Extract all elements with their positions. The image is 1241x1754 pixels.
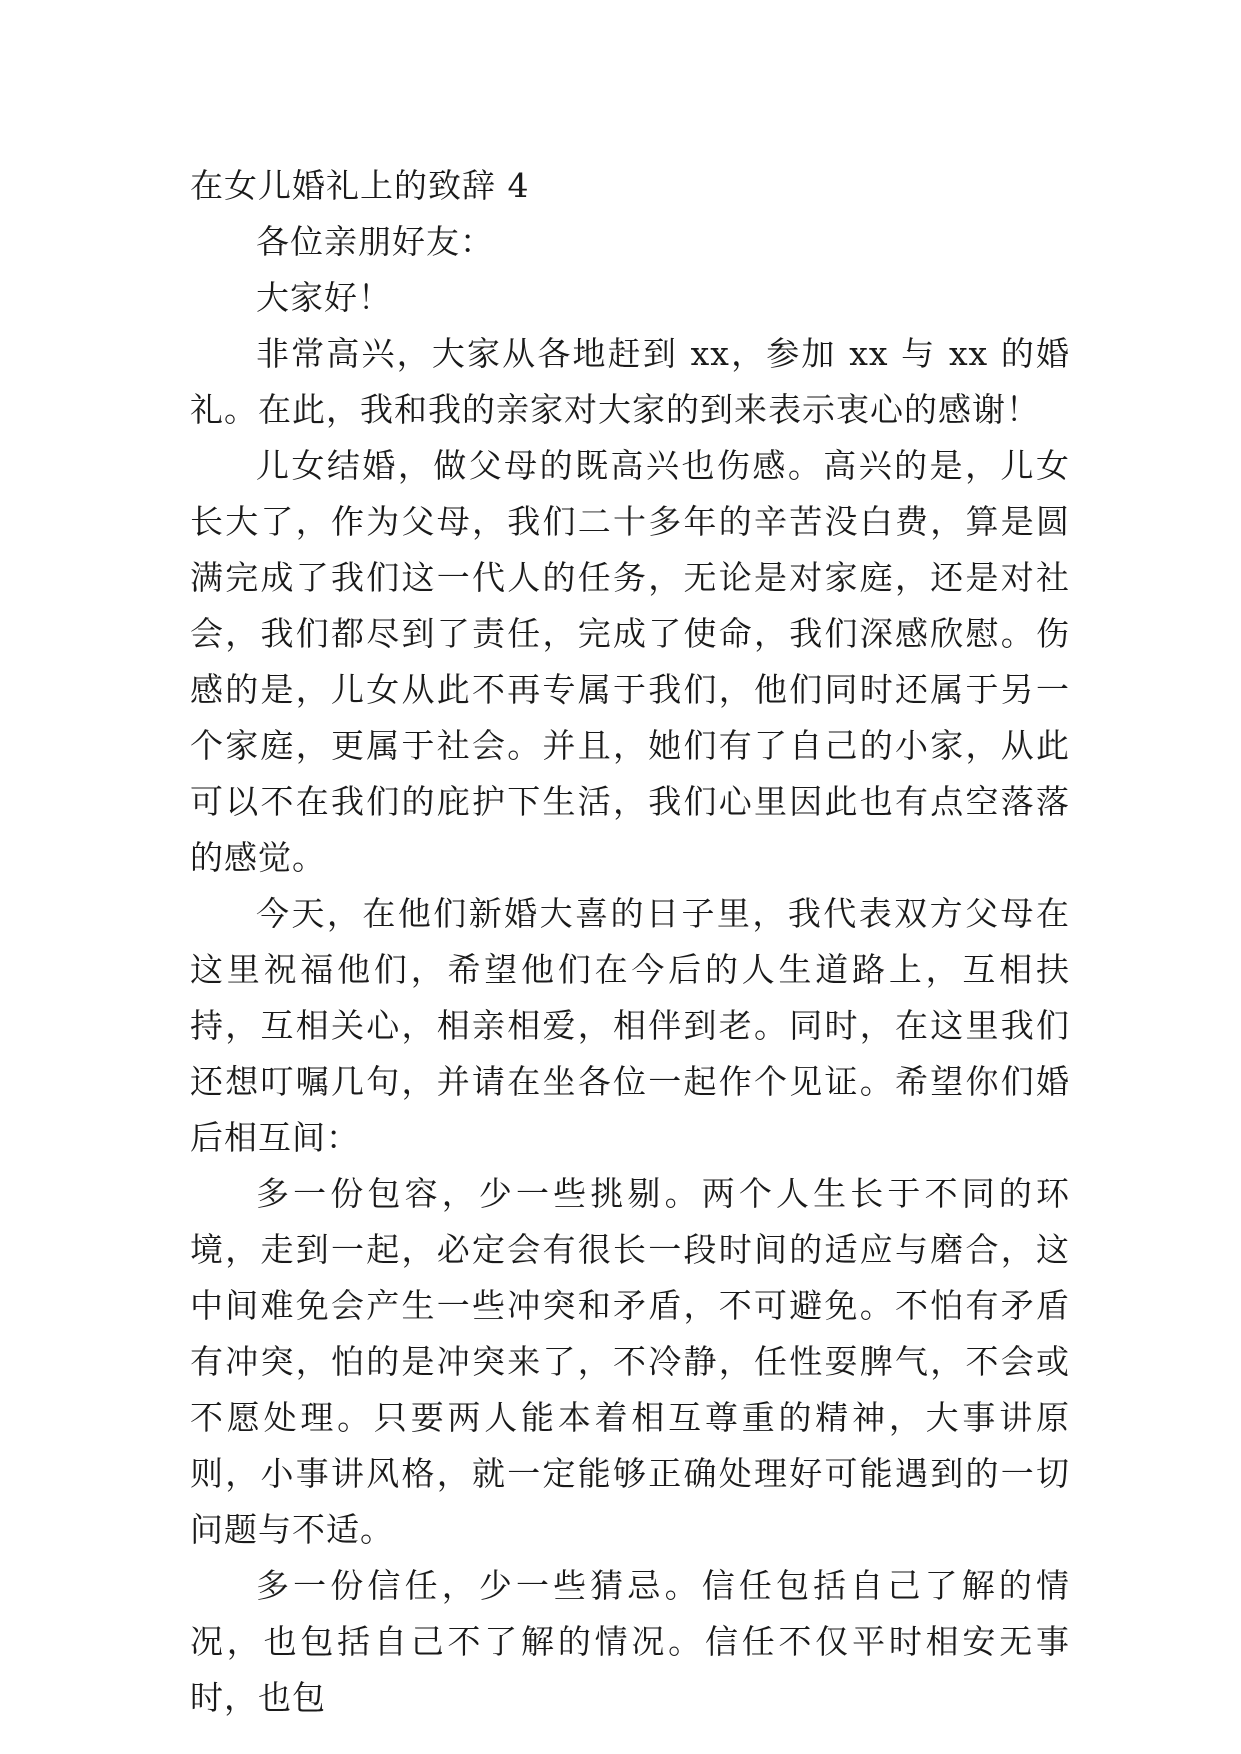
paragraph-trust: 多一份信任，少一些猜忌。信任包括自己了解的情况，也包括自己不了解的情况。信任不仅平时相安无事时，也包 (190, 1566, 1070, 1717)
paragraph-welcome: 非常高兴，大家从各地赶到 xx，参加 xx 与 xx 的婚礼。在此，我和我的亲家对大家的到来表示衷心的感谢！ (190, 334, 1070, 429)
paragraph-hello: 大家好！ (256, 278, 392, 317)
paragraph-tolerance: 多一份包容，少一些挑剔。两个人生长于不同的环境，走到一起，必定会有很长一段时间的适应与磨合，这中间难免会产生一些冲突和矛盾，不可避免。不怕有矛盾有冲突，怕的是冲突来了，不冷静，任性耍脾气，不会或不愿处理。只要两人能本着相互尊重的精神，大事讲原则，小事讲风格，就一定能够正确处理好可能遇到的一切问题与不适。 (190, 1174, 1070, 1549)
document-body (190, 158, 1070, 1726)
paragraph-blessing: 今天，在他们新婚大喜的日子里，我代表双方父母在这里祝福他们，希望他们在今后的人生道路上，互相扶持，互相关心，相亲相爱，相伴到老。同时，在这里我们还想叮嘱几句，并请在坐各位一起作个见证。希望你们婚后相互间： (190, 894, 1070, 1157)
document-title: 在女儿婚礼上的致辞 4 (190, 166, 530, 205)
paragraph-feelings: 儿女结婚，做父母的既高兴也伤感。高兴的是，儿女长大了，作为父母，我们二十多年的辛苦没白费，算是圆满完成了我们这一代人的任务，无论是对家庭，还是对社会，我们都尽到了责任，完成了使命，我们深感欣慰。伤感的是，儿女从此不再专属于我们，他们同时还属于另一个家庭，更属于社会。并且，她们有了自己的小家，从此可以不在我们的庇护下生活，我们心里因此也有点空落落的感觉。 (190, 446, 1070, 877)
paragraph-greeting: 各位亲朋好友： (256, 222, 494, 261)
